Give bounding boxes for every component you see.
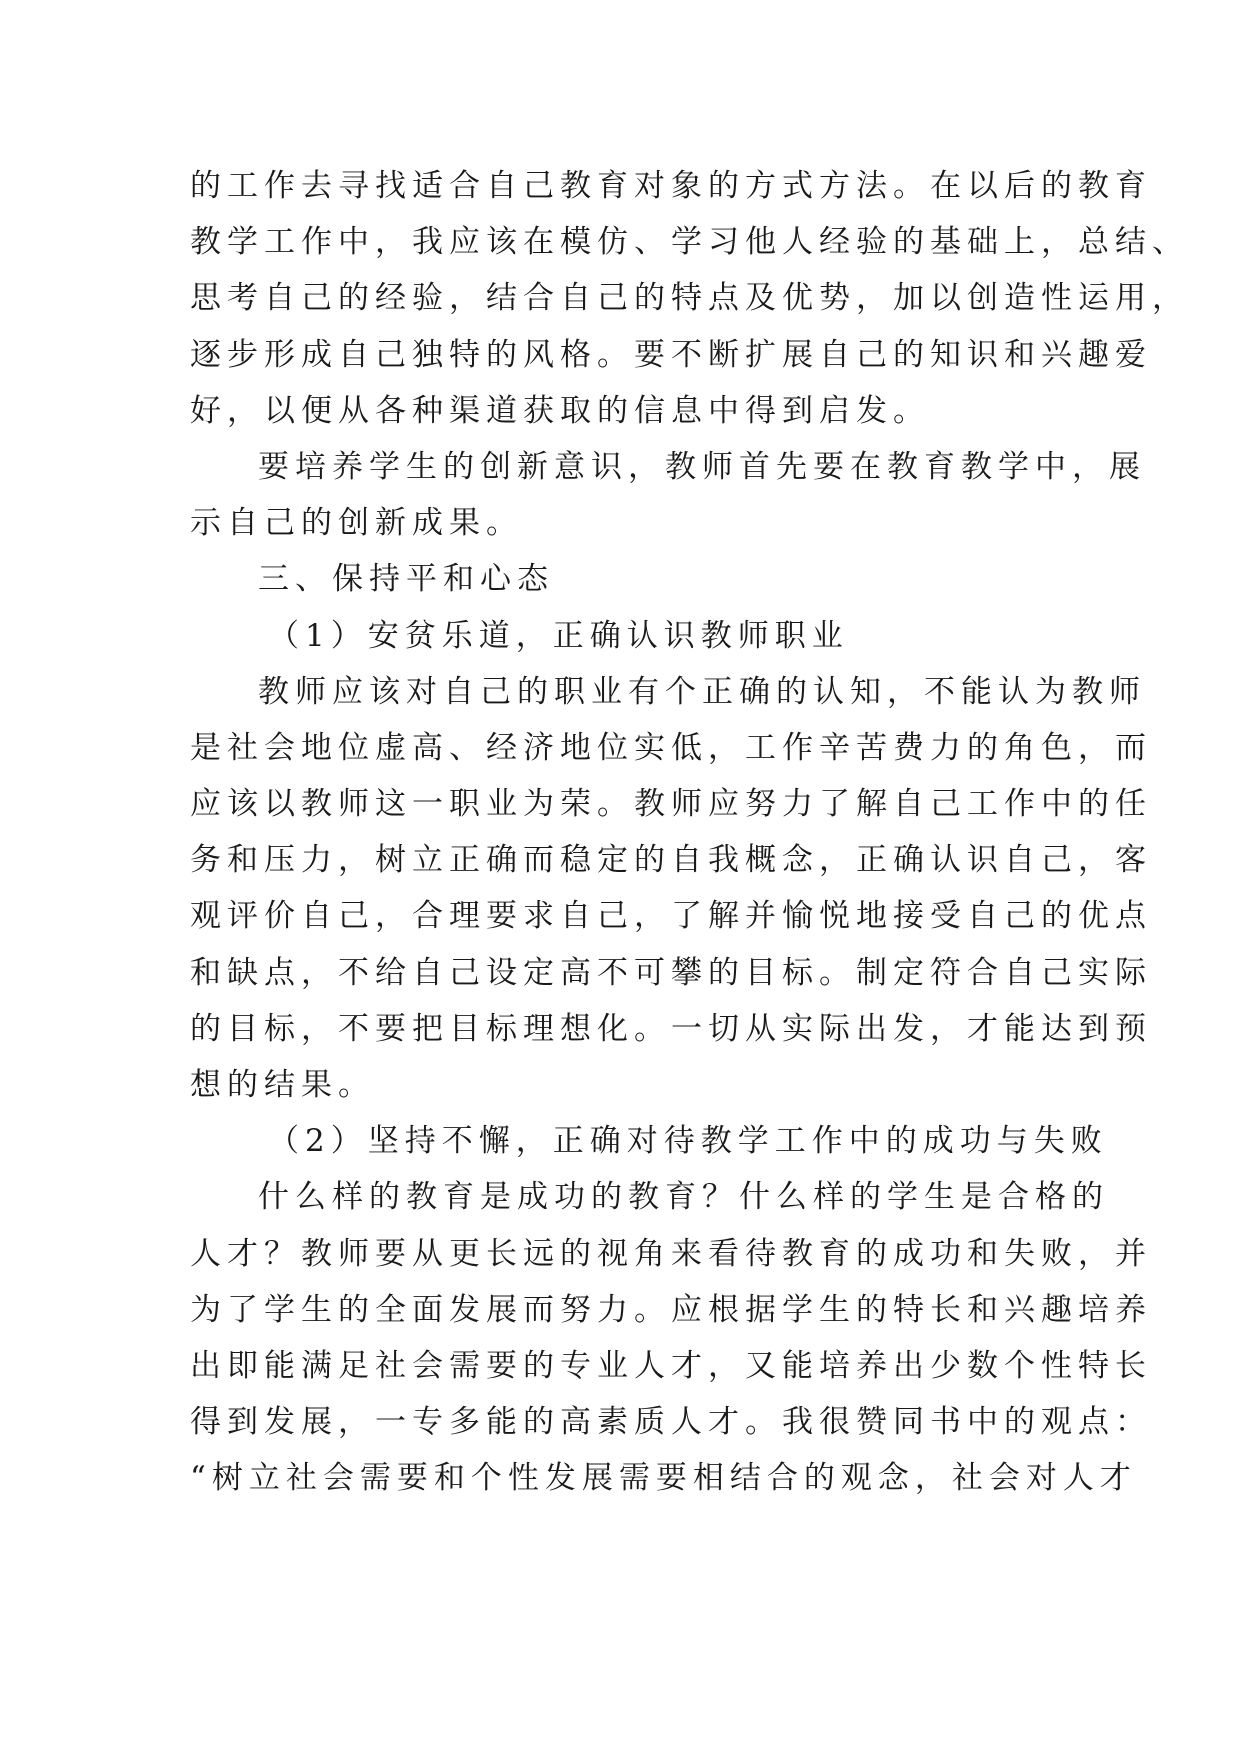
text-line: 想的结果。 [190, 1067, 375, 1103]
text-line: 人才？教师要从更长远的视角来看待教育的成功和失败，并 [190, 1235, 1152, 1272]
paragraph-start: 要培养学生的创新意识，教师首先要在教育教学中，展 [258, 448, 1146, 485]
body-text [190, 158, 1189, 1507]
subsection-heading: （1）安贫乐道，正确认识教师职业 [268, 617, 849, 654]
text-line: 应该以教师这一职业为荣。教师应努力了解自己工作中的任 [190, 786, 1152, 823]
paragraph-start: 什么样的教育是成功的教育？什么样的学生是合格的 [258, 1179, 1109, 1216]
text-line: 思考自己的经验，结合自己的特点及优势，加以创造性运用， [190, 280, 1189, 317]
text-line: 是社会地位虚高、经济地位实低，工作辛苦费力的角色，而 [190, 729, 1152, 766]
text-line: 得到发展，一专多能的高素质人才。我很赞同书中的观点： [190, 1404, 1152, 1441]
text-line: 示自己的创新成果。 [190, 505, 523, 542]
text-line: 为了学生的全面发展而努力。应根据学生的特长和兴趣培养 [190, 1291, 1152, 1328]
text-line: 和缺点，不给自己设定高不可攀的目标。制定符合自己实际 [190, 954, 1152, 991]
text-line: 观评价自己，合理要求自己，了解并愉悦地接受自己的优点 [190, 898, 1152, 935]
text-line: 的目标，不要把目标理想化。一切从实际出发，才能达到预 [190, 1010, 1152, 1047]
text-line: 好，以便从各种渠道获取的信息中得到启发。 [190, 392, 930, 429]
text-line: 出即能满足社会需要的专业人才，又能培养出少数个性特长 [190, 1347, 1152, 1384]
section-heading: 三、保持平和心态 [258, 561, 554, 598]
text-line: “树立社会需要和个性发展需要相结合的观念，社会对人才 [190, 1460, 1137, 1497]
text-line: 教学工作中，我应该在模仿、学习他人经验的基础上，总结、 [190, 224, 1189, 261]
text-line: 的工作去寻找适合自己教育对象的方式方法。在以后的教育 [190, 168, 1152, 204]
paragraph-start: 教师应该对自己的职业有个正确的认知，不能认为教师 [258, 673, 1146, 710]
text-line: 逐步形成自己独特的风格。要不断扩展自己的知识和兴趣爱 [190, 336, 1152, 373]
subsection-heading: （2）坚持不懈，正确对待教学工作中的成功与失败 [268, 1123, 1108, 1160]
text-line: 务和压力，树立正确而稳定的自我概念，正确认识自己，客 [190, 842, 1152, 879]
